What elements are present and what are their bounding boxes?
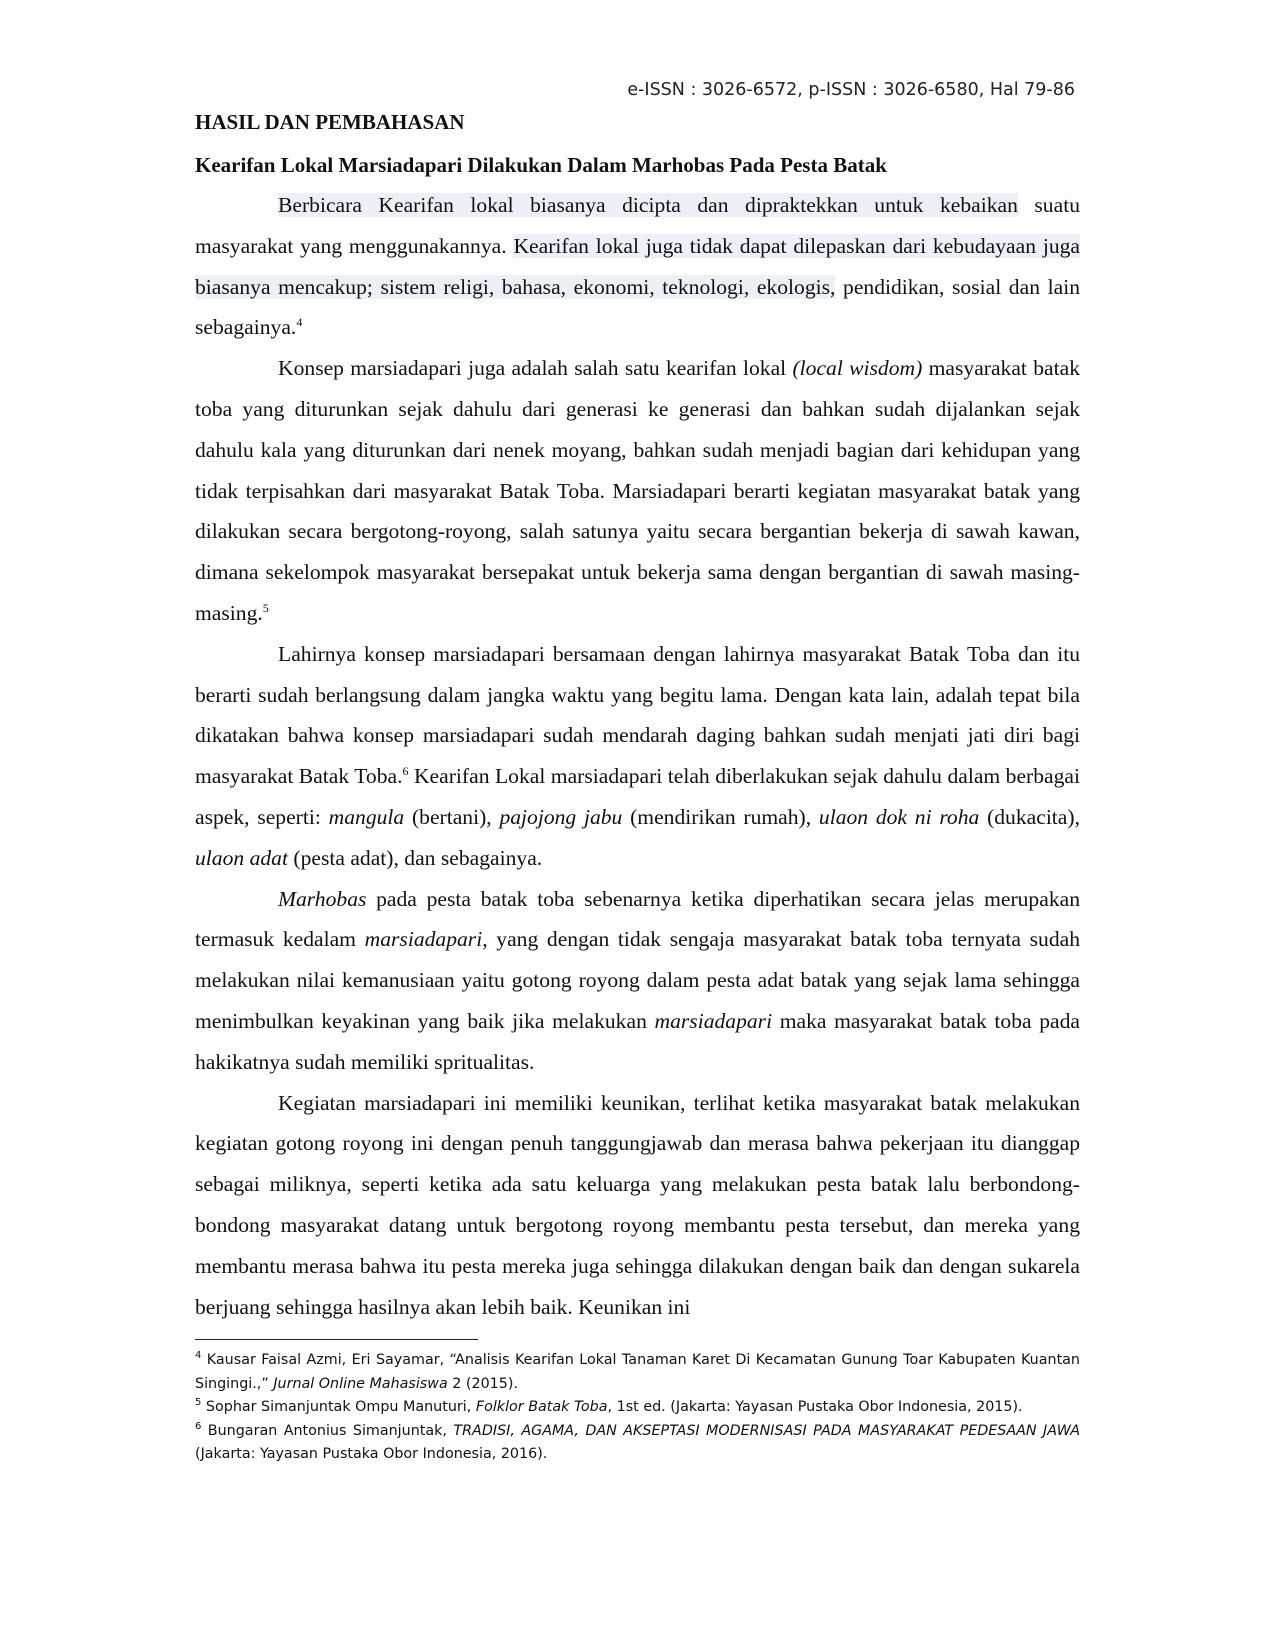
paragraph-1 [195, 185, 1080, 348]
text-run: maka masyarakat batak toba pada hakikatnya sudah memiliki spritualitas. [195, 1008, 1080, 1074]
sub-section-title: Kearifan Lokal Marsiadapari Dilakukan Dalam Marhobas Pada Pesta Batak [195, 153, 887, 177]
footnote-separator [195, 1339, 478, 1340]
text-run: yang dengan tidak sengaja masyarakat batak toba ternyata sudah melakukan nilai kemanusiaan yaitu gotong royong dalam pesta adat batak yang sejak lama sehingga menimbulkan keyakinan yang baik jika melakukan [195, 927, 1080, 1033]
italic-term: TRADISI, AGAMA, DAN AKSEPTASI MODERNISASI PADA MASYARAKAT PEDESAAN JAWA [453, 1422, 1080, 1439]
text-run: Lahirnya konsep marsiadapari bersamaan dengan lahirnya masyarakat Batak Toba dan itu berarti sudah berlangsung dalam jangka waktu yang begitu lama. Dengan kata lain, adalah tepat bila dikatakan bahwa konsep marsiadapari sudah mendarah daging bahkan sudah menjati jati diri bagi masyarakat Batak Toba. [195, 641, 1080, 789]
text-run: pendidikan, sosial dan lain sebagainya. [195, 274, 1080, 340]
italic-term: Marhobas [278, 886, 367, 911]
section-title: HASIL DAN PEMBAHASAN [195, 110, 465, 134]
footnote-5 [195, 1396, 1080, 1420]
text-run: Kegiatan marsiadapari ini memiliki keunikan, terlihat ketika masyarakat batak melakukan kegiatan gotong royong ini dengan penuh tanggungjawab dan merasa bahwa pekerjaan itu dianggap sebagai miliknya, seperti ketika ada satu keluarga yang melakukan pesta batak lalu berbondong-bondong masyarakat datang untuk bergotong royong membantu pesta tersebut, dan mereka yang membantu merasa bahwa itu pesta mereka juga sehingga dilakukan dengan baik dan dengan sukarela berjuang sehingga hasilnya akan lebih baik. Keunikan ini [195, 1090, 1080, 1319]
text-run: Berbicara Kearifan lokal biasanya dicipta dan dipraktekkan untuk kebaikan [278, 193, 1018, 217]
italic-term: (local wisdom) [792, 356, 923, 381]
italic-term: ulaon adat [195, 845, 288, 870]
footnote-number: 4 [195, 1350, 202, 1362]
italic-term: marsiadapari [654, 1008, 773, 1033]
footnote-4 [195, 1349, 1080, 1396]
highlighted-text [278, 193, 1018, 217]
text-run: Bungaran Antonius Simanjuntak, [201, 1422, 454, 1439]
italic-term: Folklor Batak Toba [475, 1399, 608, 1415]
text-run: Kausar Faisal Azmi, Eri Sayamar, “Analisis Kearifan Lokal Tanaman Karet Di Kecamatan Gunung Toar Kabupaten Kuantan Singingi.,” [195, 1352, 1080, 1392]
paragraph-2 [195, 348, 1080, 634]
footnote-6 [195, 1420, 1080, 1467]
text-run: 2 (2015). [447, 1375, 518, 1392]
text-run: , 1st ed. (Jakarta: Yayasan Pustaka Obor Indonesia, 2015). [607, 1399, 1023, 1415]
text-run: (pesta adat), dan sebagainya. [287, 845, 543, 870]
text-run: Kearifan Lokal marsiadapari telah diberlakukan sejak dahulu dalam berbagai aspek, seperti: [195, 764, 1081, 829]
footnotes [195, 1349, 1080, 1467]
text-run: (mendirikan rumah), [622, 804, 819, 829]
paragraph-4 [195, 879, 1080, 1083]
footnote-ref-4[interactable]: 4 [296, 315, 303, 330]
italic-term: Jurnal Online Mahasiswa [273, 1375, 448, 1392]
text-run: Kearifan lokal juga tidak dapat dilepaskan dari kebudayaan juga biasanya mencakup; sistem religi, bahasa, ekonomi, teknologi, ekologis, [195, 233, 1080, 299]
journal-issn-header: e-ISSN : 3026-6572, p-ISSN : 3026-6580, Hal 79-86 [627, 80, 1075, 100]
italic-term: pajojong jabu [499, 804, 623, 829]
footnote-number: 5 [195, 1397, 202, 1409]
text-run: Sophar Simanjuntak Ompu Manuturi, [201, 1399, 476, 1415]
text-run: Konsep marsiadapari juga adalah salah satu kearifan lokal [278, 356, 793, 381]
italic-term: mangula [328, 804, 405, 829]
text-run: masyarakat batak toba yang diturunkan sejak dahulu dari generasi ke generasi dan bahkan sudah dijalankan sejak dahulu kala yang diturunkan dari nenek moyang, bahkan sudah menjadi bagian dari kehidupan yang tidak terpisahkan dari masyarakat Batak Toba. Marsiadapari berarti kegiatan masyarakat batak yang dilakukan secara bergotong-royong, salah satunya yaitu secara bergantian bekerja di sawah kawan, dimana sekelompok masyarakat bersepakat untuk bekerja sama dengan bergantian di sawah masing-masing. [195, 356, 1080, 625]
text-run: pada pesta batak toba sebenarnya ketika diperhatikan secara jelas merupakan termasuk kedalam [195, 886, 1080, 952]
footnote-ref-5[interactable]: 5 [262, 600, 269, 615]
text-run: (Jakarta: Yayasan Pustaka Obor Indonesia, 2016). [195, 1446, 548, 1462]
body-text [195, 185, 1080, 1327]
italic-term: ulaon dok ni roha [818, 804, 980, 829]
paragraph-3 [195, 634, 1080, 879]
paragraph-5 [195, 1083, 1080, 1328]
text-run: (dukacita), [979, 804, 1080, 829]
text-run: suatu masyarakat yang menggunakannya. [195, 193, 1080, 258]
italic-term: marsiadapari, [364, 927, 488, 952]
footnote-number: 6 [195, 1420, 202, 1432]
text-run: (bertani), [404, 804, 500, 829]
footnote-ref-6[interactable]: 6 [402, 763, 409, 778]
